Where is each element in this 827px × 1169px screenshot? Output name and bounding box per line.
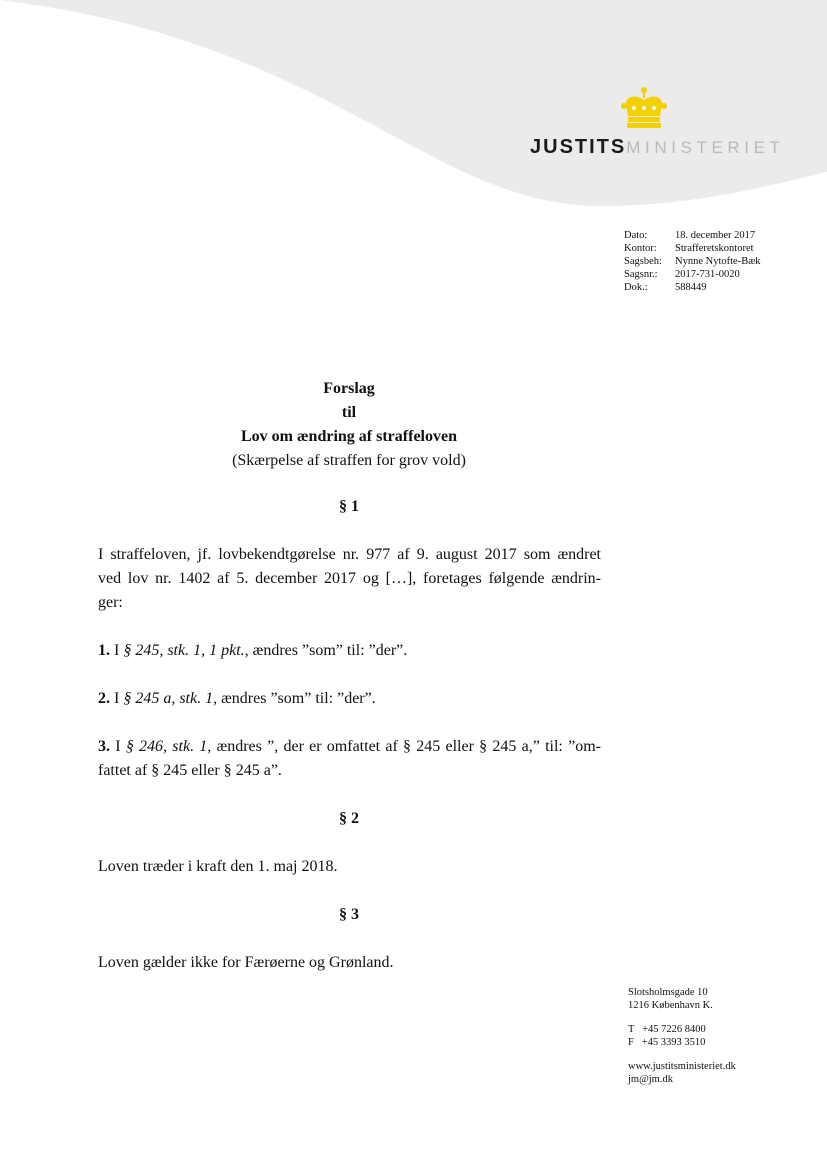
amendment-item-2 [98,687,601,711]
title-line-law: Lov om ændring af straffeloven [241,428,457,445]
case-number-label: Sagsnr.: [624,269,658,280]
handler-value: Nynne Nytofte-Bæk [675,256,761,267]
item-3-line-2: fattet af § 245 eller § 245 a”. [98,762,282,779]
item-1-text: ændres ”som” til: ”der”. [248,642,408,659]
intro-line-1: I straffeloven, jf. lovbekendtgørelse nr. 977 af 9. august 2017 som ændret [98,546,601,563]
email-link[interactable]: jm@jm.dk [628,1074,673,1085]
item-2-number: 2. [98,690,110,707]
handler-label: Sagsbeh: [624,256,662,267]
amendment-item-1 [98,639,601,663]
item-2-prefix: I [110,690,124,707]
ministry-logo [530,136,785,159]
item-3-prefix: I [110,738,126,755]
item-3-line-1 [98,735,601,759]
item-3-text: ændres ”, der er omfattet af § 245 eller § 245 a,” til: ”om- [211,738,601,755]
logo-light-text: MINISTERIET [626,138,785,157]
ministry-address [628,986,736,1086]
document-number-label: Dok.: [624,282,648,293]
intro-line-2: ved lov nr. 1402 af 5. december 2017 og […], foretages følgende ændrin- [98,570,601,587]
section-2-heading: § 2 [339,810,359,827]
address-street: Slotsholmsgade 10 [628,987,708,998]
item-2-text: ændres ”som” til: ”der”. [217,690,376,707]
item-1-number: 1. [98,642,110,659]
section-3-text: Loven gælder ikke for Færøerne og Grønland. [98,954,394,971]
bill-subtitle: (Skærpelse af straffen for grov vold) [232,452,466,469]
section-2-text: Loven træder i kraft den 1. maj 2018. [98,858,338,875]
item-3-number: 3. [98,738,110,755]
website-link[interactable]: www.justitsministeriet.dk [628,1061,736,1072]
fax-number: F +45 3393 3510 [628,1037,706,1048]
date-value: 18. december 2017 [675,230,756,241]
office-value: Strafferetskontoret [675,243,754,254]
date-label: Dato: [624,230,648,241]
section-1-heading: § 1 [339,498,359,515]
bill-title-block [0,377,698,473]
header-wave-background [0,0,827,210]
section-3-heading: § 3 [339,906,359,923]
amendment-item-3 [98,735,601,783]
section-1-intro [98,543,601,615]
item-1-reference: § 245, stk. 1, 1 pkt., [123,642,249,659]
logo-bold-text: JUSTITS [530,136,627,158]
document-metadata [624,229,760,294]
item-3-reference: § 246, stk. 1, [125,738,212,755]
address-city: 1216 København K. [628,1000,713,1011]
item-1-prefix: I [110,642,124,659]
case-number-value: 2017-731-0020 [675,269,740,280]
phone-number: T +45 7226 8400 [628,1024,706,1035]
item-2-reference: § 245 a, stk. 1, [123,690,218,707]
intro-line-3: ger: [98,594,123,611]
title-line-til: til [341,404,357,421]
office-label: Kontor: [624,243,657,254]
crown-icon [618,86,670,130]
title-line-forslag: Forslag [323,380,375,397]
document-number-value: 588449 [675,282,707,293]
